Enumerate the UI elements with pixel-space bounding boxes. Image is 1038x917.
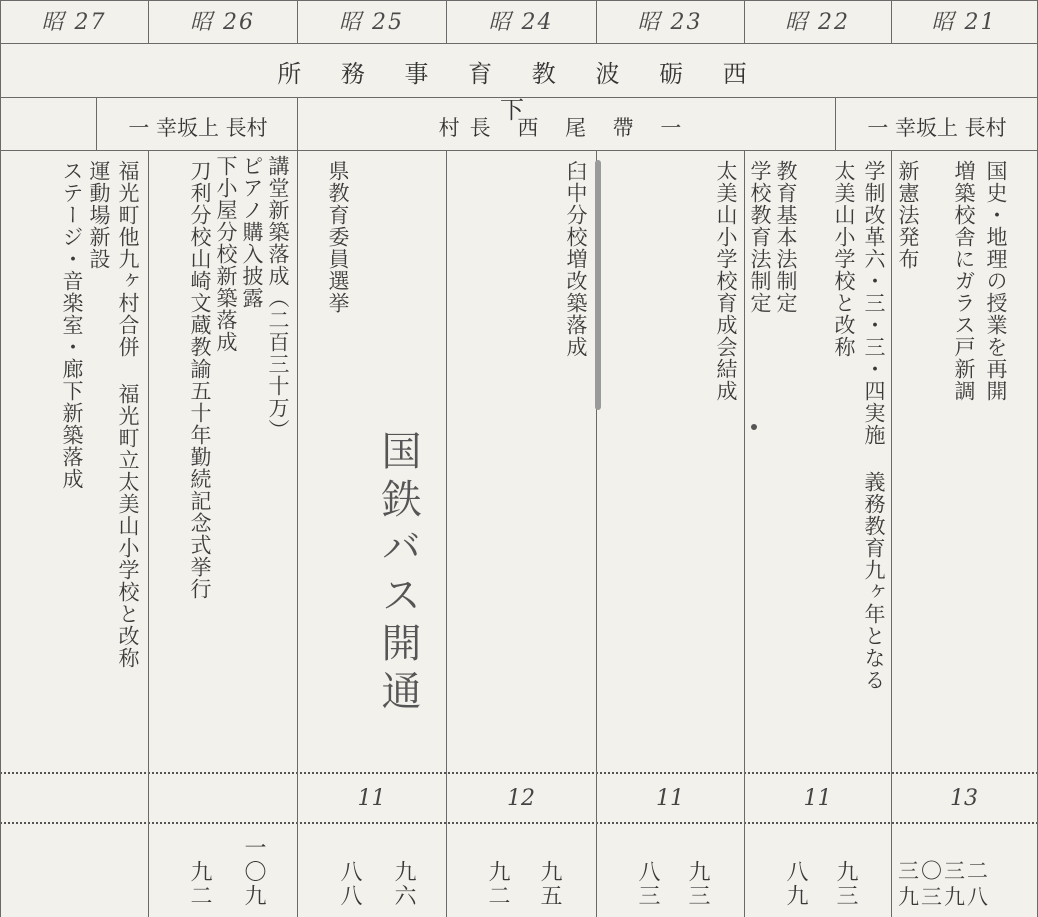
entry-text: ステージ・音楽室・廊下新築落成 — [60, 160, 84, 490]
entry-text: 下小屋分校新築落成 — [214, 155, 238, 353]
principal-center: 一 帶 尾 西 長村 — [438, 116, 692, 140]
principal-right: 一 幸坂上 長村 — [867, 116, 1007, 140]
entry-text: 運動場新設 — [87, 160, 111, 270]
col-line — [96, 97, 97, 150]
bottom-number: 八三 — [635, 860, 660, 908]
entry-text: 増築校舎にガラス戸新調 — [952, 160, 976, 402]
entry-text: 新憲法発布 — [896, 160, 920, 270]
entry-text: 太美山小学校育成会結成 — [714, 160, 738, 402]
principal-left: 一 幸坂上 長村 — [128, 116, 268, 140]
pencil-mark — [595, 160, 601, 410]
entry-text: 学校教育法制定 — [748, 160, 772, 314]
bottom-number: 八八 — [337, 860, 362, 908]
left-border — [0, 0, 1, 917]
year-header: 昭 22 — [785, 10, 850, 35]
top-border — [0, 0, 1038, 1]
entry-text: 刀利分校山崎文蔵教諭五十年勤続記念式挙行 — [188, 160, 212, 600]
year-header: 昭 23 — [637, 10, 703, 35]
entry-text: 福光町他九ヶ村合併 福光町立太美山小学校と改称 — [116, 160, 140, 669]
entry-text: 教育基本法制定 — [774, 160, 798, 314]
bottom-number: 九三 — [833, 860, 858, 908]
entry-text: ピアノ購入披露 — [240, 155, 264, 309]
dot-mark — [751, 424, 757, 430]
col-line — [148, 150, 149, 917]
bottom-number: 九三 — [685, 860, 710, 908]
dotted-divider-1 — [0, 772, 1038, 774]
row-count: 11 — [656, 786, 684, 811]
year-header: 昭 27 — [41, 10, 107, 35]
bottom-number: 九二 — [187, 860, 212, 908]
bottom-number: 九二 — [485, 860, 510, 908]
bottom-number: 九三九八 — [898, 885, 990, 909]
bottom-number: 三〇三二 — [898, 859, 990, 883]
dotted-divider-2 — [0, 822, 1038, 824]
year-header: 昭 26 — [190, 10, 255, 35]
bottom-number: 九五 — [537, 860, 562, 908]
entry-text: 臼中分校増改築落成 — [564, 160, 588, 358]
entry-text: 太美山小学校と改称 — [832, 160, 856, 358]
col-line — [835, 97, 836, 150]
year-header: 昭 25 — [339, 10, 404, 35]
entry-text: 学制改革六・三・三・四実施 義務教育九ヶ年となる — [862, 160, 886, 691]
row-count: 13 — [950, 786, 978, 811]
entry-text: 県教育委員選挙 — [326, 160, 350, 314]
bottom-number: 九六 — [391, 860, 416, 908]
year-header: 昭 24 — [488, 10, 554, 35]
principal-row-divider — [0, 150, 1038, 151]
year-header: 昭 21 — [931, 10, 997, 35]
bottom-number: 一〇九 — [241, 836, 266, 908]
entry-text: 講堂新築落成（二百三十万） — [266, 155, 290, 441]
row-count: 12 — [507, 786, 535, 811]
bottom-number: 八九 — [783, 860, 808, 908]
entry-text: 国史・地理の授業を再開 — [984, 160, 1008, 402]
school-name: 西 砺 波 教 育 事 務 所 下 — [277, 60, 763, 124]
handwritten-note: 国鉄バス開通 — [375, 430, 421, 718]
row-count: 11 — [357, 786, 386, 811]
year-row-divider — [0, 43, 1038, 44]
row-count: 11 — [803, 786, 832, 811]
